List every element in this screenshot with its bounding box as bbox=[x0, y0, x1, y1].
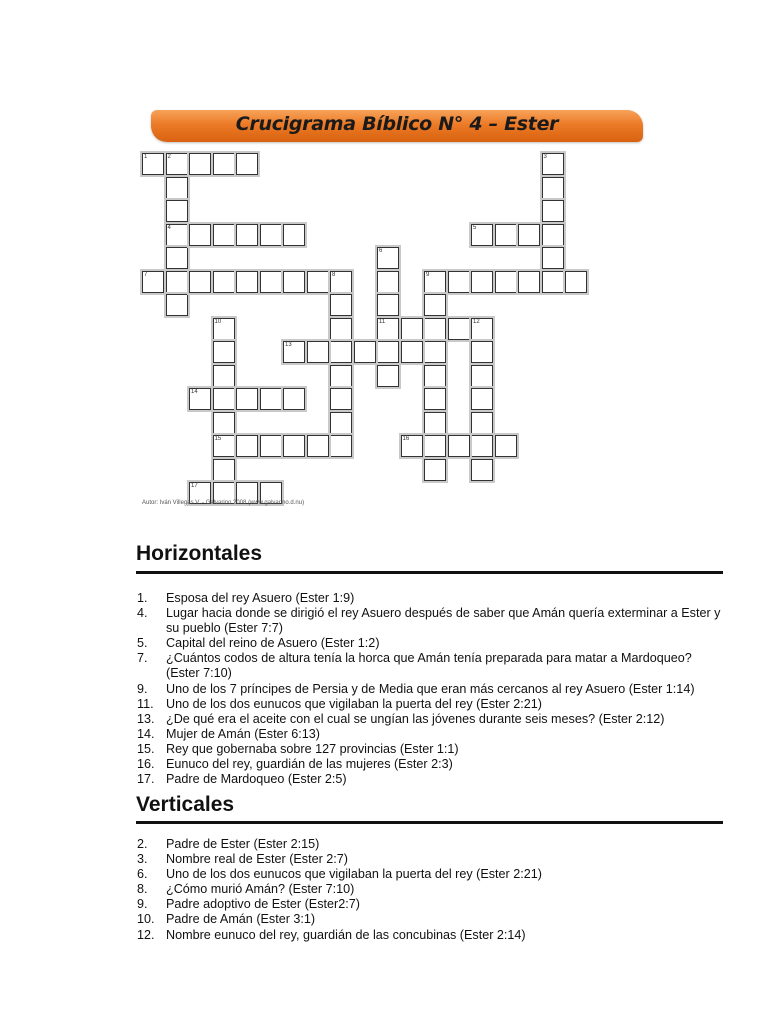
cell-number: 13 bbox=[285, 342, 292, 348]
cell-number: 7 bbox=[144, 271, 148, 278]
author-credit: Autor: Iván Villegas V. - Galvarino 2008 (www.galvarino.d.nu) bbox=[142, 500, 305, 506]
grid-cell[interactable] bbox=[213, 153, 235, 175]
grid-cell[interactable] bbox=[471, 318, 493, 340]
clue-number: 8. bbox=[137, 882, 148, 897]
grid-cell[interactable] bbox=[236, 224, 258, 246]
grid-cell[interactable] bbox=[330, 318, 352, 340]
clue-item bbox=[137, 727, 727, 742]
clue-number: 14. bbox=[137, 726, 155, 741]
grid-cell[interactable] bbox=[236, 271, 258, 293]
grid-cell[interactable] bbox=[166, 224, 188, 246]
grid-cell[interactable] bbox=[424, 412, 446, 434]
clue-item bbox=[137, 928, 727, 943]
cell-number: 1 bbox=[144, 154, 148, 160]
clue-text: Uno de los dos eunucos que vigilaban la puerta del rey (Ester 2:21) bbox=[166, 696, 542, 711]
grid-cell[interactable] bbox=[542, 247, 564, 269]
clue-item bbox=[137, 712, 727, 727]
grid-cell[interactable] bbox=[236, 435, 258, 457]
grid-cell[interactable] bbox=[213, 341, 235, 363]
clue-text: Padre de Ester (Ester 2:15) bbox=[166, 837, 320, 851]
grid-cell[interactable] bbox=[213, 388, 235, 410]
grid-cell[interactable] bbox=[236, 388, 258, 410]
grid-cell[interactable] bbox=[471, 365, 493, 387]
clue-number: 3. bbox=[137, 852, 148, 867]
grid-cell[interactable] bbox=[166, 177, 188, 199]
clue-item bbox=[137, 591, 727, 606]
grid-cell[interactable] bbox=[401, 435, 423, 457]
grid-cell[interactable] bbox=[424, 365, 446, 387]
grid-cell[interactable] bbox=[166, 271, 188, 293]
grid-cell[interactable] bbox=[330, 412, 352, 434]
clue-text: Esposa del rey Asuero (Ester 1:9) bbox=[166, 591, 355, 605]
clue-text: Mujer de Amán (Ester 6:13) bbox=[166, 726, 320, 741]
cell-number: 16 bbox=[402, 436, 410, 442]
grid-cell[interactable] bbox=[189, 224, 211, 246]
grid-cell[interactable] bbox=[471, 435, 493, 457]
title-banner bbox=[151, 110, 643, 142]
cell-number: 6 bbox=[379, 248, 383, 254]
cell-number: 9 bbox=[426, 271, 430, 278]
grid-cell[interactable] bbox=[213, 435, 235, 457]
grid-cell[interactable] bbox=[424, 459, 446, 481]
cell-number: 3 bbox=[543, 154, 547, 160]
clue-number: 12. bbox=[137, 927, 155, 942]
grid-cell[interactable] bbox=[424, 388, 446, 410]
cell-number: 15 bbox=[214, 436, 222, 442]
grid-cell[interactable] bbox=[518, 224, 540, 246]
grid-cell[interactable] bbox=[542, 224, 564, 246]
clue-item bbox=[137, 852, 727, 867]
grid-cell[interactable] bbox=[330, 388, 352, 410]
cell-number: 5 bbox=[473, 224, 477, 231]
grid-cell[interactable] bbox=[330, 341, 352, 363]
grid-cell[interactable] bbox=[424, 318, 446, 340]
clue-item bbox=[137, 651, 727, 681]
clue-number: 1. bbox=[137, 591, 148, 605]
grid-cell[interactable] bbox=[471, 388, 493, 410]
grid-cell[interactable] bbox=[377, 365, 399, 387]
grid-cell[interactable] bbox=[448, 435, 470, 457]
clue-number: 13. bbox=[137, 711, 155, 726]
grid-cell[interactable] bbox=[448, 318, 470, 340]
clue-text: Padre de Mardoqueo (Ester 2:5) bbox=[166, 772, 347, 787]
grid-cell[interactable] bbox=[354, 341, 376, 363]
grid-cell[interactable] bbox=[377, 294, 399, 316]
clue-number: 5. bbox=[137, 636, 148, 651]
clue-text: Uno de los dos eunucos que vigilaban la puerta del rey (Ester 2:21) bbox=[166, 867, 542, 882]
clue-item bbox=[137, 742, 727, 757]
grid-cell[interactable] bbox=[495, 435, 517, 457]
clue-item bbox=[137, 606, 727, 636]
cell-number: 4 bbox=[167, 224, 171, 231]
clue-item bbox=[137, 772, 727, 787]
grid-cell[interactable] bbox=[424, 294, 446, 316]
grid-cell[interactable] bbox=[565, 271, 587, 293]
cell-number: 14 bbox=[191, 389, 198, 395]
verticales-heading: Verticales bbox=[136, 793, 235, 816]
grid-cell[interactable] bbox=[213, 318, 235, 340]
grid-cell[interactable] bbox=[424, 341, 446, 363]
grid-cell[interactable] bbox=[471, 271, 493, 293]
clue-item bbox=[137, 912, 727, 927]
cell-number: 11 bbox=[379, 318, 386, 325]
grid-cell[interactable] bbox=[542, 200, 564, 222]
grid-cell[interactable] bbox=[424, 435, 446, 457]
clue-item bbox=[137, 867, 727, 882]
grid-cell[interactable] bbox=[518, 271, 540, 293]
grid-cell[interactable] bbox=[213, 459, 235, 481]
grid-cell[interactable] bbox=[283, 224, 305, 246]
grid-cell[interactable] bbox=[471, 412, 493, 434]
grid-cell[interactable] bbox=[236, 153, 258, 175]
grid-cell[interactable] bbox=[213, 271, 235, 293]
grid-cell[interactable] bbox=[166, 247, 188, 269]
grid-cell[interactable] bbox=[377, 271, 399, 293]
clue-number: 9. bbox=[137, 897, 148, 912]
grid-cell[interactable] bbox=[471, 341, 493, 363]
grid-cell[interactable] bbox=[283, 388, 305, 410]
cell-number: 10 bbox=[214, 318, 222, 325]
grid-cell[interactable] bbox=[542, 153, 564, 175]
grid-cell[interactable] bbox=[424, 271, 446, 293]
clue-number: 10. bbox=[137, 912, 155, 927]
clue-item bbox=[137, 897, 727, 912]
grid-cell[interactable] bbox=[189, 271, 211, 293]
clue-item bbox=[137, 682, 727, 697]
grid-cell[interactable] bbox=[260, 435, 282, 457]
grid-cell[interactable] bbox=[495, 224, 517, 246]
grid-cell[interactable] bbox=[307, 341, 329, 363]
grid-cell[interactable] bbox=[307, 271, 329, 293]
grid-cell[interactable] bbox=[448, 271, 470, 293]
cell-number: 8 bbox=[332, 271, 336, 278]
grid-cell[interactable] bbox=[166, 200, 188, 222]
clue-text: Padre adoptivo de Ester (Ester2:7) bbox=[166, 897, 360, 912]
clue-text: Nombre real de Ester (Ester 2:7) bbox=[166, 852, 348, 867]
grid-cell[interactable] bbox=[283, 435, 305, 457]
clue-text: Lugar hacia donde se dirigió el rey Asuero después de saber que Amán quería exterminar a Ester y su pueblo (Ester 7:7) bbox=[166, 606, 721, 636]
grid-cell[interactable] bbox=[377, 318, 399, 340]
grid-cell[interactable] bbox=[260, 224, 282, 246]
clue-text: ¿Cómo murió Amán? (Ester 7:10) bbox=[166, 882, 355, 897]
grid-cell[interactable] bbox=[166, 153, 188, 175]
clue-number: 6. bbox=[137, 867, 148, 882]
grid-cell[interactable] bbox=[142, 153, 164, 175]
clue-text: Nombre eunuco del rey, guardián de las concubinas (Ester 2:14) bbox=[166, 927, 526, 942]
grid-cell[interactable] bbox=[213, 224, 235, 246]
grid-cell[interactable] bbox=[471, 459, 493, 481]
grid-cell[interactable] bbox=[260, 271, 282, 293]
horizontales-heading: Horizontales bbox=[136, 542, 263, 565]
clue-text: Eunuco del rey, guardián de las mujeres (Ester 2:3) bbox=[166, 757, 453, 772]
clue-number: 11. bbox=[137, 696, 154, 711]
clue-text: ¿De qué era el aceite con el cual se ungían las jóvenes durante seis meses? (Ester 2:12) bbox=[166, 711, 665, 726]
clue-item bbox=[137, 697, 727, 712]
verticales-list bbox=[137, 837, 727, 943]
grid-cell[interactable] bbox=[471, 224, 493, 246]
clue-number: 4. bbox=[137, 606, 148, 621]
grid-cell[interactable] bbox=[401, 318, 423, 340]
clue-item bbox=[137, 837, 727, 852]
cell-number: 2 bbox=[167, 154, 171, 160]
grid-cell[interactable] bbox=[213, 412, 235, 434]
grid-cell[interactable] bbox=[377, 341, 399, 363]
grid-cell[interactable] bbox=[260, 388, 282, 410]
clue-text: Uno de los 7 príncipes de Persia y de Media que eran más cercanos al rey Asuero (Ester 1:14) bbox=[166, 681, 695, 696]
grid-cell[interactable] bbox=[377, 247, 399, 269]
clue-text: ¿Cuántos codos de altura tenía la horca que Amán tenía preparada para matar a Mardoqueo? (Ester 7:10) bbox=[166, 651, 692, 681]
clue-item bbox=[137, 882, 727, 897]
clue-item bbox=[137, 757, 727, 772]
clue-text: Capital del reino de Asuero (Ester 1:2) bbox=[166, 636, 380, 651]
cell-number: 12 bbox=[473, 318, 480, 325]
clue-item bbox=[137, 636, 727, 651]
clue-text: Padre de Amán (Ester 3:1) bbox=[166, 912, 316, 927]
clue-number: 7. bbox=[137, 651, 148, 666]
grid-cell[interactable] bbox=[542, 271, 564, 293]
horizontales-list bbox=[137, 591, 727, 787]
clue-number: 9. bbox=[137, 681, 148, 696]
cell-number: 17 bbox=[191, 483, 198, 489]
grid-cell[interactable] bbox=[330, 435, 352, 457]
puzzle-title: Crucigrama Bíblico N° 4 – Ester bbox=[235, 113, 559, 135]
grid-cell[interactable] bbox=[495, 271, 517, 293]
grid-cell[interactable] bbox=[283, 341, 305, 363]
clue-number: 2. bbox=[137, 837, 148, 851]
grid-cell[interactable] bbox=[330, 365, 352, 387]
clue-number: 15. bbox=[137, 741, 155, 756]
clue-number: 17. bbox=[137, 772, 155, 787]
grid-cell[interactable] bbox=[189, 388, 211, 410]
clue-text: Rey que gobernaba sobre 127 provincias (Ester 1:1) bbox=[166, 741, 459, 756]
grid-cell[interactable] bbox=[330, 271, 352, 293]
grid-cell[interactable] bbox=[142, 271, 164, 293]
horizontales-rule bbox=[136, 571, 723, 574]
grid-cell[interactable] bbox=[166, 294, 188, 316]
grid-cell[interactable] bbox=[307, 435, 329, 457]
grid-cell[interactable] bbox=[401, 341, 423, 363]
grid-cell[interactable] bbox=[542, 177, 564, 199]
verticales-rule bbox=[136, 821, 723, 824]
clue-number: 16. bbox=[137, 757, 155, 772]
grid-cell[interactable] bbox=[330, 294, 352, 316]
grid-cell[interactable] bbox=[283, 271, 305, 293]
grid-cell[interactable] bbox=[189, 153, 211, 175]
grid-cell[interactable] bbox=[213, 365, 235, 387]
